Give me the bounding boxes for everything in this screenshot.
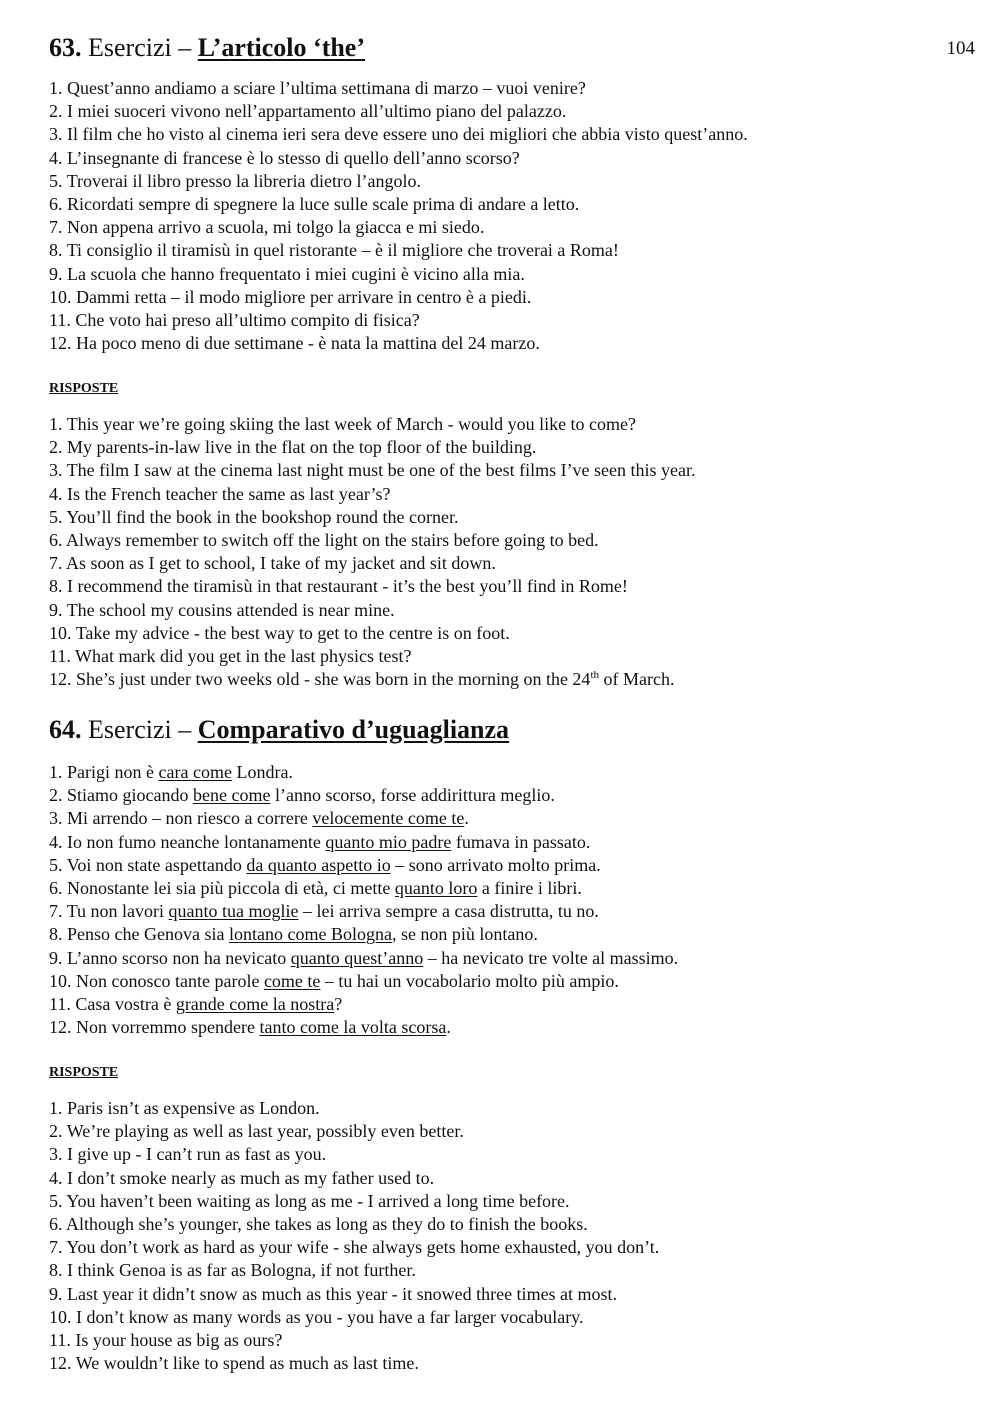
item-number: 3. bbox=[49, 460, 63, 481]
item-number: 7. bbox=[49, 901, 63, 922]
item-number: 1. bbox=[49, 1098, 63, 1118]
item-number: 11. bbox=[49, 994, 71, 1015]
item-number: 9. bbox=[49, 599, 63, 620]
item-number: 6. bbox=[49, 194, 63, 215]
exercise-list bbox=[49, 77, 748, 355]
item-text: You’ll find the book in the bookshop round the corner. bbox=[66, 506, 459, 527]
item-text: ? bbox=[334, 994, 343, 1015]
list-item bbox=[49, 193, 748, 216]
section-64-heading bbox=[49, 715, 509, 745]
item-number: 6. bbox=[49, 878, 63, 899]
list-item bbox=[49, 1120, 659, 1143]
list-item bbox=[49, 506, 696, 529]
underlined-phrase: come te bbox=[263, 970, 321, 991]
exercise-list bbox=[49, 761, 678, 1039]
list-item bbox=[49, 1213, 659, 1236]
item-text: We’re playing as well as last year, possibly even better. bbox=[66, 1121, 464, 1142]
list-item bbox=[49, 1190, 659, 1213]
list-item bbox=[49, 970, 678, 993]
underlined-phrase: quanto mio padre bbox=[325, 831, 452, 852]
list-item bbox=[49, 668, 696, 691]
item-text: This year we’re going skiing the last week of March - would you like to come? bbox=[66, 414, 637, 434]
list-item bbox=[49, 1329, 659, 1352]
item-number: 4. bbox=[49, 1167, 63, 1188]
item-text: Troverai il libro presso la libreria dietro l’angolo. bbox=[66, 170, 421, 191]
item-number: 2. bbox=[49, 785, 63, 806]
item-number: 8. bbox=[49, 924, 63, 945]
item-text: I think Genoa is as far as Bologna, if not further. bbox=[67, 1260, 416, 1281]
list-item bbox=[49, 784, 678, 807]
list-item bbox=[49, 993, 678, 1016]
item-number: 12. bbox=[49, 1017, 72, 1038]
list-item bbox=[49, 286, 748, 309]
item-text: I don’t smoke nearly as much as my father used to. bbox=[67, 1167, 435, 1188]
item-text: . bbox=[446, 1017, 451, 1038]
section-topic: L’articolo ‘the’ bbox=[197, 33, 366, 62]
item-text: Parigi non è bbox=[67, 762, 159, 782]
item-text: Londra. bbox=[231, 762, 293, 782]
item-text: Voi non state aspettando bbox=[66, 854, 247, 875]
item-text: Che voto hai preso all’ultimo compito di fisica? bbox=[75, 310, 420, 331]
item-number: 1. bbox=[49, 414, 63, 434]
item-number: 12. bbox=[49, 669, 72, 690]
underlined-phrase: velocemente come te bbox=[312, 808, 465, 829]
list-item bbox=[49, 529, 696, 552]
underlined-phrase: quanto quest’anno bbox=[290, 947, 424, 968]
item-text: L’insegnante di francese è lo stesso di quello dell’anno scorso? bbox=[67, 147, 520, 168]
list-item bbox=[49, 877, 678, 900]
item-text: La scuola che hanno frequentato i miei cugini è vicino alla mia. bbox=[67, 263, 525, 284]
item-text: Ricordati sempre di spegnere la luce sulle scale prima di andare a letto. bbox=[67, 194, 580, 215]
item-number: 2. bbox=[49, 1121, 63, 1142]
item-text: Io non fumo neanche lontanamente bbox=[67, 831, 326, 852]
list-item bbox=[49, 831, 678, 854]
list-item bbox=[49, 147, 748, 170]
list-item bbox=[49, 575, 696, 598]
item-text: The school my cousins attended is near mine. bbox=[66, 599, 395, 620]
answers-heading: RISPOSTE bbox=[49, 381, 119, 396]
item-number: 9. bbox=[49, 1283, 63, 1304]
item-text: Is the French teacher the same as last year’s? bbox=[67, 483, 391, 504]
answers-heading: RISPOSTE bbox=[49, 1065, 119, 1080]
list-item bbox=[49, 332, 748, 355]
item-text: Tu non lavori bbox=[66, 901, 169, 922]
list-item bbox=[49, 923, 678, 946]
underlined-phrase: quanto tua moglie bbox=[168, 901, 299, 922]
list-item bbox=[49, 1306, 659, 1329]
item-text: Ha poco meno di due settimane - è nata la mattina del 24 marzo. bbox=[76, 333, 540, 354]
item-number: 9. bbox=[49, 263, 63, 284]
item-text: – sono arrivato molto prima. bbox=[390, 854, 601, 875]
item-number: 3. bbox=[49, 1144, 63, 1165]
page-number: 104 bbox=[946, 38, 975, 59]
underlined-phrase: bene come bbox=[192, 785, 271, 806]
item-text: Ti consiglio il tiramisù in quel ristorante – è il migliore che troverai a Roma! bbox=[66, 240, 619, 261]
item-number: 3. bbox=[49, 808, 63, 829]
list-item bbox=[49, 854, 678, 877]
item-number: 5. bbox=[49, 1190, 63, 1211]
item-text: I recommend the tiramisù in that restaurant - it’s the best you’ll find in Rome! bbox=[67, 576, 628, 597]
item-number: 1. bbox=[49, 78, 63, 98]
list-item bbox=[49, 1259, 659, 1282]
list-item bbox=[49, 123, 748, 146]
item-text: I give up - I can’t run as fast as you. bbox=[67, 1144, 327, 1165]
item-number: 6. bbox=[49, 530, 63, 551]
item-text: She’s just under two weeks old - she was born in the morning on the 24 bbox=[76, 669, 591, 690]
underlined-phrase: quanto loro bbox=[394, 878, 478, 899]
item-text: You don’t work as hard as your wife - she always gets home exhausted, you don’t. bbox=[66, 1237, 660, 1258]
item-text: – lei arriva sempre a casa distrutta, tu no. bbox=[298, 901, 599, 922]
list-item bbox=[49, 413, 696, 436]
item-text: Although she’s younger, she takes as long as they do to finish the books. bbox=[66, 1214, 588, 1235]
list-item bbox=[49, 947, 678, 970]
list-item bbox=[49, 622, 696, 645]
list-item bbox=[49, 1097, 659, 1120]
item-text: You haven’t been waiting as long as me - I arrived a long time before. bbox=[66, 1190, 570, 1211]
item-text: As soon as I get to school, I take of my jacket and sit down. bbox=[66, 553, 496, 574]
item-text: Stiamo giocando bbox=[67, 785, 193, 806]
list-item bbox=[49, 459, 696, 482]
item-text: L’anno scorso non ha nevicato bbox=[67, 947, 291, 968]
item-number: 12. bbox=[49, 1353, 72, 1374]
section-prefix: Esercizi – bbox=[88, 715, 192, 744]
item-number: 8. bbox=[49, 576, 63, 597]
item-text: , se non più lontano. bbox=[391, 924, 538, 945]
item-number: 4. bbox=[49, 831, 63, 852]
item-text: fumava in passato. bbox=[451, 831, 591, 852]
item-text: Always remember to switch off the light on the stairs before going to bed. bbox=[66, 530, 599, 551]
item-number: 5. bbox=[49, 170, 63, 191]
list-item bbox=[49, 645, 696, 668]
item-number: 10. bbox=[49, 970, 72, 991]
list-item bbox=[49, 900, 678, 923]
item-number: 12. bbox=[49, 333, 72, 354]
item-text: I don’t know as many words as you - you have a far larger vocabulary. bbox=[76, 1306, 584, 1327]
item-text: Last year it didn’t snow as much as this year - it snowed three times at most. bbox=[67, 1283, 618, 1304]
item-text: Paris isn’t as expensive as London. bbox=[67, 1098, 320, 1118]
item-text: a finire i libri. bbox=[477, 878, 582, 899]
item-text: of March. bbox=[599, 669, 675, 690]
item-number: 7. bbox=[49, 553, 63, 574]
item-text: l’anno scorso, forse addirittura meglio. bbox=[270, 785, 555, 806]
list-item bbox=[49, 599, 696, 622]
item-number: 5. bbox=[49, 506, 63, 527]
ordinal-suffix: th bbox=[590, 669, 599, 682]
item-text: What mark did you get in the last physics test? bbox=[75, 646, 412, 667]
underlined-phrase: tanto come la volta scorsa bbox=[259, 1017, 447, 1038]
item-text: Non conosco tante parole bbox=[76, 970, 264, 991]
item-text: My parents-in-law live in the flat on the top floor of the building. bbox=[67, 437, 537, 458]
list-item bbox=[49, 1236, 659, 1259]
item-number: 2. bbox=[49, 101, 63, 122]
item-text: – ha nevicato tre volte al massimo. bbox=[423, 947, 679, 968]
item-number: 9. bbox=[49, 947, 63, 968]
item-number: 3. bbox=[49, 124, 63, 145]
list-item bbox=[49, 807, 678, 830]
item-number: 7. bbox=[49, 217, 63, 238]
item-text: Quest’anno andiamo a sciare l’ultima settimana di marzo – vuoi venire? bbox=[67, 78, 586, 98]
list-item bbox=[49, 436, 696, 459]
item-text: Non vorremmo spendere bbox=[76, 1017, 260, 1038]
item-number: 4. bbox=[49, 483, 63, 504]
item-text: Nonostante lei sia più piccola di età, ci mette bbox=[67, 878, 395, 899]
item-number: 8. bbox=[49, 1260, 63, 1281]
item-number: 5. bbox=[49, 854, 63, 875]
item-number: 11. bbox=[49, 310, 71, 331]
item-text: We wouldn’t like to spend as much as last time. bbox=[75, 1353, 419, 1374]
item-number: 11. bbox=[49, 646, 71, 667]
item-number: 1. bbox=[49, 762, 63, 782]
item-number: 10. bbox=[49, 622, 72, 643]
list-item bbox=[49, 1283, 659, 1306]
list-item bbox=[49, 1352, 659, 1375]
item-text: Mi arrendo – non riesco a correre bbox=[67, 808, 313, 829]
list-item bbox=[49, 552, 696, 575]
item-number: 7. bbox=[49, 1237, 63, 1258]
list-item bbox=[49, 1143, 659, 1166]
underlined-phrase: grande come la nostra bbox=[175, 994, 335, 1015]
item-text: . bbox=[464, 808, 469, 829]
list-item bbox=[49, 100, 748, 123]
list-item bbox=[49, 170, 748, 193]
list-item bbox=[49, 216, 748, 239]
item-number: 10. bbox=[49, 286, 72, 307]
section-topic: Comparativo d’uguaglianza bbox=[197, 715, 510, 744]
answer-list bbox=[49, 413, 696, 691]
item-text: Casa vostra è bbox=[75, 994, 176, 1015]
underlined-phrase: cara come bbox=[158, 762, 232, 782]
underlined-phrase: da quanto aspetto io bbox=[246, 854, 391, 875]
item-text: Dammi retta – il modo migliore per arrivare in centro è a piedi. bbox=[76, 286, 532, 307]
section-prefix: Esercizi – bbox=[88, 33, 192, 62]
item-number: 10. bbox=[49, 1306, 72, 1327]
underlined-phrase: lontano come Bologna bbox=[228, 924, 392, 945]
item-text: Is your house as big as ours? bbox=[75, 1330, 283, 1351]
list-item bbox=[49, 77, 748, 100]
list-item bbox=[49, 483, 696, 506]
item-text: I miei suoceri vivono nell’appartamento all’ultimo piano del palazzo. bbox=[67, 101, 567, 122]
list-item bbox=[49, 239, 748, 262]
list-item bbox=[49, 761, 678, 784]
item-number: 4. bbox=[49, 147, 63, 168]
item-text: Penso che Genova sia bbox=[67, 924, 229, 945]
list-item bbox=[49, 1016, 678, 1039]
list-item bbox=[49, 309, 748, 332]
item-number: 2. bbox=[49, 437, 63, 458]
item-text: Il film che ho visto al cinema ieri sera deve essere uno dei migliori che abbia visto quest’anno. bbox=[67, 124, 748, 145]
item-text: Take my advice - the best way to get to the centre is on foot. bbox=[75, 622, 510, 643]
answer-list bbox=[49, 1097, 659, 1375]
item-number: 6. bbox=[49, 1214, 63, 1235]
item-text: – tu hai un vocabolario molto più ampio. bbox=[320, 970, 619, 991]
item-text: Non appena arrivo a scuola, mi tolgo la giacca e mi siedo. bbox=[67, 217, 485, 238]
list-item bbox=[49, 1167, 659, 1190]
section-number: 63. bbox=[49, 33, 82, 62]
section-number: 64. bbox=[49, 715, 82, 744]
item-number: 11. bbox=[49, 1330, 71, 1351]
item-number: 8. bbox=[49, 240, 63, 261]
section-63-heading bbox=[49, 33, 365, 63]
list-item bbox=[49, 263, 748, 286]
item-text: The film I saw at the cinema last night must be one of the best films I’ve seen this year. bbox=[66, 460, 696, 481]
